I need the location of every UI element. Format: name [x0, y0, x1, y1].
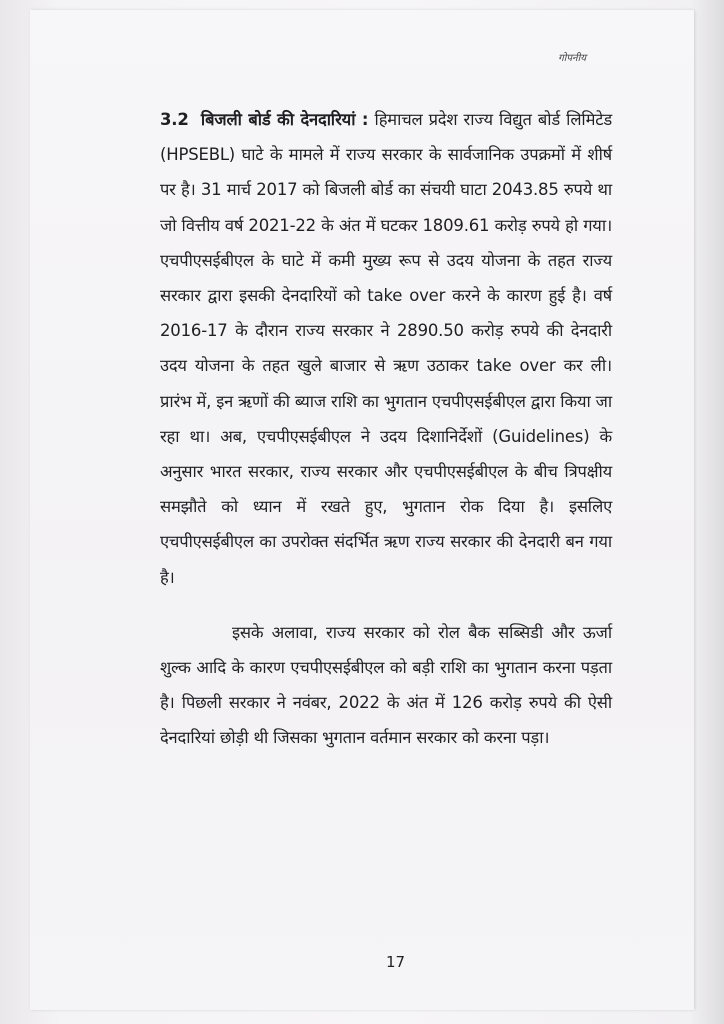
paragraph-1-text: हिमाचल प्रदेश राज्य विद्युत बोर्ड लिमिटेड (HPSEBL) घाटे के मामले में राज्य सरकार के सार्वजानिक उपक्रमों में शीर्ष पर है। 31 मार्च 2017 को बिजली बोर्ड का संचयी घाटा 2043.85 रुपये था जो वित्तीय वर्ष 2021-22 के अंत में घटकर 1809.61 करोड़ रुपये हो गया। एचपीएसईबीएल के घाटे में कमी मुख्य रूप से उदय योजना के तहत राज्य सरकार द्वारा इसकी देनदारियों को take over करने के कारण हुई है। वर्ष 2016-17 के दौरान राज्य सरकार ने 2890.50 करोड़ रुपये की देनदारी उदय योजना के तहत खुले बाजार से ऋण उठाकर take over कर ली। प्रारंभ में, इन ऋणों की ब्याज राशि का भुगतान एचपीएसईबीएल द्वारा किया जा रहा था। अब, एचपीएसईबीएल ने उदय दिशानिर्देशों (Guidelines) के अनुसार भारत सरकार, राज्य सरकार और एचपीएसईबीएल के बीच त्रिपक्षीय समझौते को ध्यान में रखते हुए, भुगतान रोक दिया है। इसलिए एचपीएसईबीएल का उपरोक्त संदर्भित ऋण राज्य सरकार की देनदारी बन गया है। [160, 110, 613, 587]
confidential-header-mark: गोपनीय [558, 53, 586, 64]
section-paragraph-2: इसके अलावा, राज्य सरकार को रोल बैक सब्सिडी और ऊर्जा शुल्क आदि के कारण एचपीएसईबीएल को बड़ी राशि का भुगतान करना पड़ता है। पिछली सरकार ने नवंबर, 2022 के अंत में 126 करोड़ रुपये की ऐसी देनदारियां छोड़ी थी जिसका भुगतान वर्तमान सरकार को करना पड़ा। [160, 622, 612, 748]
section-number: 3.2 [160, 110, 189, 129]
section-title: बिजली बोर्ड की देनदारियां : [200, 110, 369, 129]
document-page [30, 10, 694, 1010]
page-number: 17 [386, 953, 406, 971]
section-paragraph-1 [160, 102, 612, 595]
document-body [160, 102, 612, 756]
